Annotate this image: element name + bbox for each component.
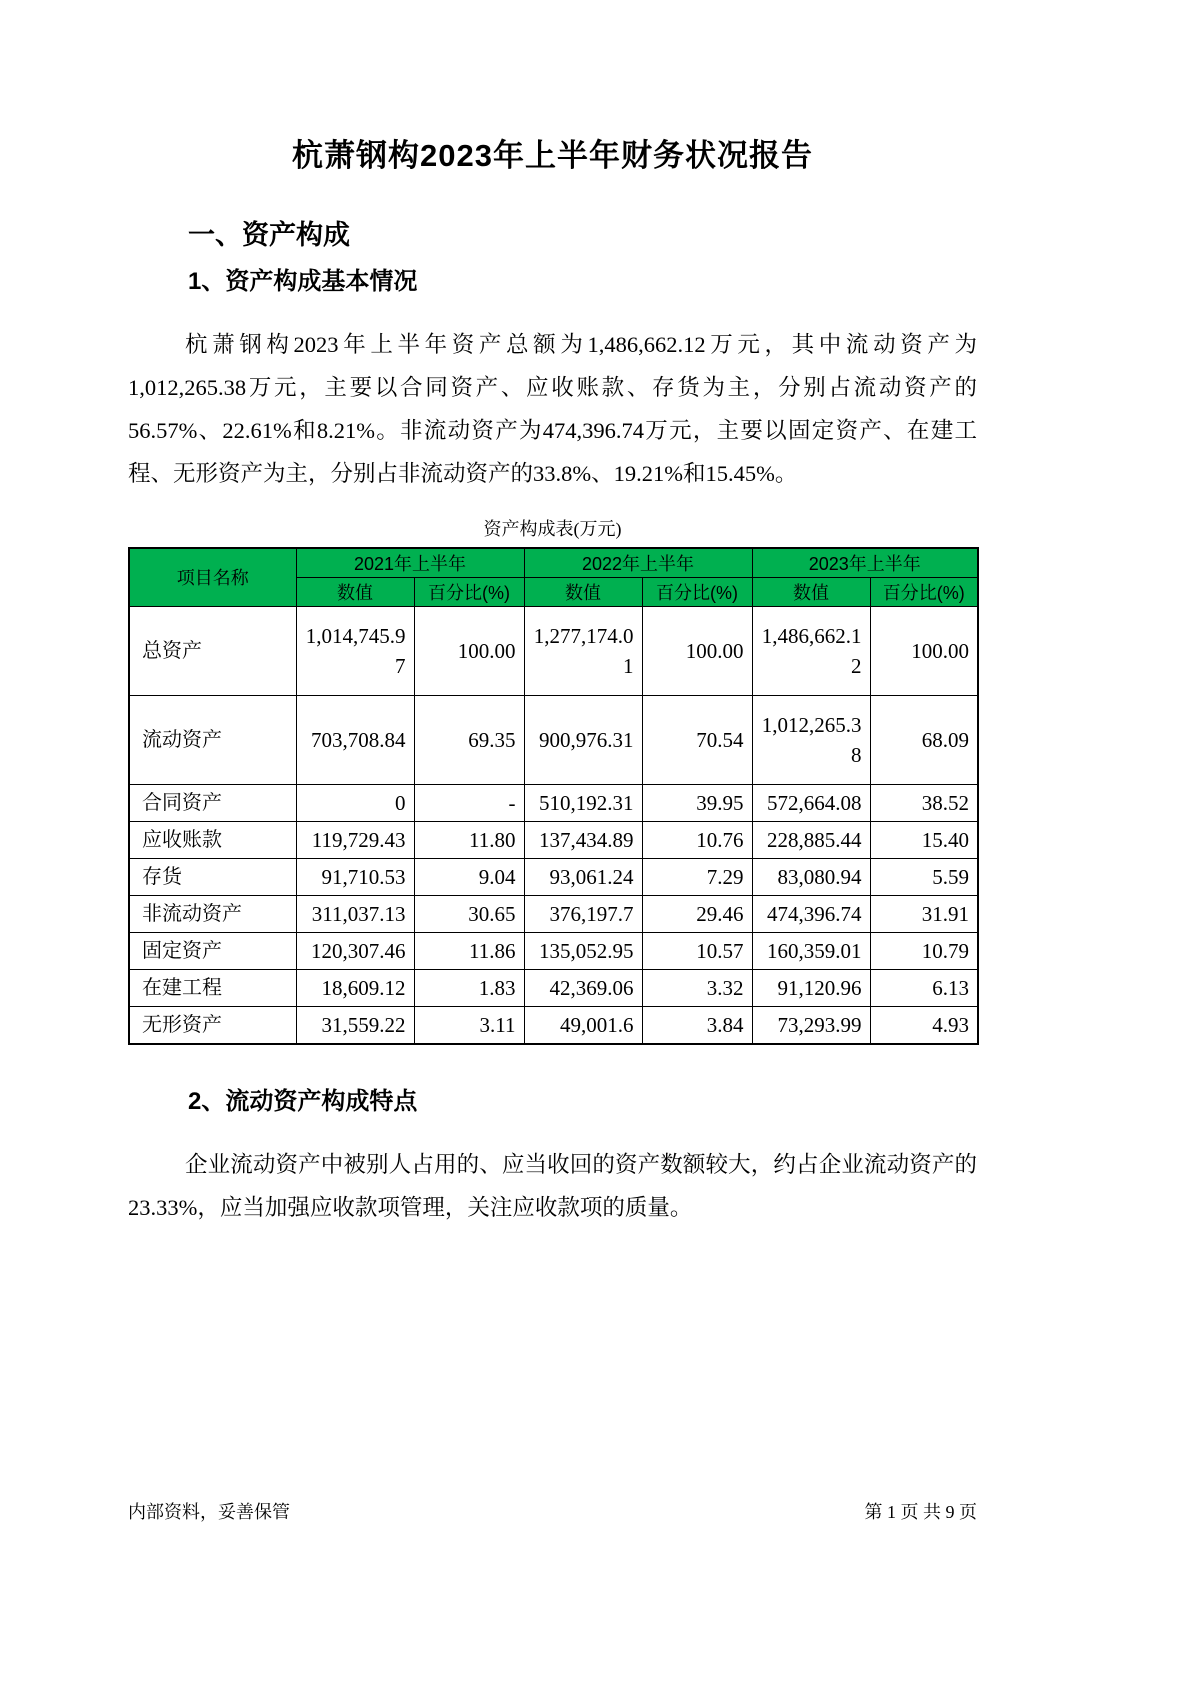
- subsection-heading-basic-situation: 1、资产构成基本情况: [188, 268, 418, 295]
- row-percent-cell: 29.46: [642, 895, 752, 932]
- row-item-name: 固定资产: [129, 932, 296, 969]
- row-percent-cell: 100.00: [642, 606, 752, 695]
- table-header-value-2022: 数值: [524, 577, 642, 606]
- row-value-cell: 703,708.84: [296, 695, 414, 784]
- row-percent-cell: 15.40: [870, 821, 978, 858]
- table-header-percent-2021: 百分比(%): [414, 577, 524, 606]
- row-percent-cell: 69.35: [414, 695, 524, 784]
- row-percent-cell: 38.52: [870, 784, 978, 821]
- report-title: 杭萧钢构2023年上半年财务状况报告: [292, 138, 813, 173]
- section-heading-asset-composition: 一、资产构成: [188, 220, 350, 250]
- report-page: [128, 0, 977, 1229]
- row-value-cell: 49,001.6: [524, 1006, 642, 1044]
- row-value-cell: 119,729.43: [296, 821, 414, 858]
- row-value-cell: 83,080.94: [752, 858, 870, 895]
- row-item-name: 非流动资产: [129, 895, 296, 932]
- row-value-cell: 135,052.95: [524, 932, 642, 969]
- row-percent-cell: 5.59: [870, 858, 978, 895]
- subsection-heading-current-assets: 2、流动资产构成特点: [188, 1087, 418, 1115]
- table-header-percent-2023: 百分比(%): [870, 577, 978, 606]
- row-percent-cell: 10.57: [642, 932, 752, 969]
- table-body: [129, 606, 978, 1044]
- table-row: [129, 695, 978, 784]
- row-value-cell: 120,307.46: [296, 932, 414, 969]
- row-item-name: 总资产: [129, 606, 296, 695]
- row-percent-cell: 11.80: [414, 821, 524, 858]
- row-value-cell: 93,061.24: [524, 858, 642, 895]
- row-value-cell: 1,277,174.01: [524, 606, 642, 695]
- row-percent-cell: 4.93: [870, 1006, 978, 1044]
- paragraph-asset-overview: 杭萧钢构2023年上半年资产总额为1,486,662.12万元，其中流动资产为1,012,265.38万元，主要以合同资产、应收账款、存货为主，分别占流动资产的56.57%、22.61%和8.21%。非流动资产为474,396.74万元，主要以固定资产、在建工程、无形资产为主，分别占非流动资产的33.8%、19.21%和15.45%。: [128, 332, 977, 486]
- row-value-cell: 160,359.01: [752, 932, 870, 969]
- table-header: [129, 548, 978, 606]
- row-item-name: 合同资产: [129, 784, 296, 821]
- table-header-year-2023: 2023年上半年: [752, 548, 978, 577]
- row-value-cell: 510,192.31: [524, 784, 642, 821]
- row-percent-cell: -: [414, 784, 524, 821]
- row-value-cell: 18,609.12: [296, 969, 414, 1006]
- row-value-cell: 572,664.08: [752, 784, 870, 821]
- table-header-year-2021: 2021年上半年: [296, 548, 524, 577]
- row-percent-cell: 6.13: [870, 969, 978, 1006]
- row-value-cell: 91,710.53: [296, 858, 414, 895]
- row-percent-cell: 11.86: [414, 932, 524, 969]
- row-percent-cell: 70.54: [642, 695, 752, 784]
- table-row: [129, 858, 978, 895]
- table-header-row-years: [129, 548, 978, 577]
- footer-page-number: 第 1 页 共 9 页: [864, 1502, 977, 1522]
- table-header-percent-2022: 百分比(%): [642, 577, 752, 606]
- row-value-cell: 31,559.22: [296, 1006, 414, 1044]
- row-value-cell: 228,885.44: [752, 821, 870, 858]
- row-value-cell: 311,037.13: [296, 895, 414, 932]
- row-percent-cell: 30.65: [414, 895, 524, 932]
- table-caption: 资产构成表(万元): [483, 519, 622, 539]
- row-value-cell: 900,976.31: [524, 695, 642, 784]
- row-item-name: 在建工程: [129, 969, 296, 1006]
- row-value-cell: 42,369.06: [524, 969, 642, 1006]
- row-value-cell: 91,120.96: [752, 969, 870, 1006]
- asset-composition-table: [128, 547, 979, 1045]
- row-percent-cell: 3.84: [642, 1006, 752, 1044]
- table-header-item-name: 项目名称: [129, 548, 296, 606]
- row-percent-cell: 100.00: [414, 606, 524, 695]
- row-percent-cell: 10.76: [642, 821, 752, 858]
- footer-confidential-note: 内部资料，妥善保管: [128, 1502, 290, 1522]
- paragraph-current-assets: 企业流动资产中被别人占用的、应当收回的资产数额较大，约占企业流动资产的23.33%，应当加强应收款项管理，关注应收款项的质量。: [128, 1151, 977, 1220]
- table-row: [129, 1006, 978, 1044]
- row-percent-cell: 1.83: [414, 969, 524, 1006]
- row-value-cell: 73,293.99: [752, 1006, 870, 1044]
- row-value-cell: 137,434.89: [524, 821, 642, 858]
- row-percent-cell: 10.79: [870, 932, 978, 969]
- row-item-name: 应收账款: [129, 821, 296, 858]
- table-row: [129, 784, 978, 821]
- row-value-cell: 1,012,265.38: [752, 695, 870, 784]
- row-value-cell: 1,486,662.12: [752, 606, 870, 695]
- table-row: [129, 895, 978, 932]
- row-percent-cell: 3.32: [642, 969, 752, 1006]
- row-value-cell: 1,014,745.97: [296, 606, 414, 695]
- page-footer: [128, 1498, 977, 1524]
- row-percent-cell: 31.91: [870, 895, 978, 932]
- row-percent-cell: 39.95: [642, 784, 752, 821]
- row-percent-cell: 100.00: [870, 606, 978, 695]
- row-item-name: 无形资产: [129, 1006, 296, 1044]
- table-row: [129, 821, 978, 858]
- row-value-cell: 376,197.7: [524, 895, 642, 932]
- row-percent-cell: 7.29: [642, 858, 752, 895]
- row-item-name: 存货: [129, 858, 296, 895]
- row-value-cell: 474,396.74: [752, 895, 870, 932]
- table-row: [129, 932, 978, 969]
- row-percent-cell: 3.11: [414, 1006, 524, 1044]
- row-percent-cell: 68.09: [870, 695, 978, 784]
- table-row: [129, 606, 978, 695]
- table-header-value-2021: 数值: [296, 577, 414, 606]
- table-row: [129, 969, 978, 1006]
- row-value-cell: 0: [296, 784, 414, 821]
- table-header-value-2023: 数值: [752, 577, 870, 606]
- table-header-year-2022: 2022年上半年: [524, 548, 752, 577]
- row-percent-cell: 9.04: [414, 858, 524, 895]
- row-item-name: 流动资产: [129, 695, 296, 784]
